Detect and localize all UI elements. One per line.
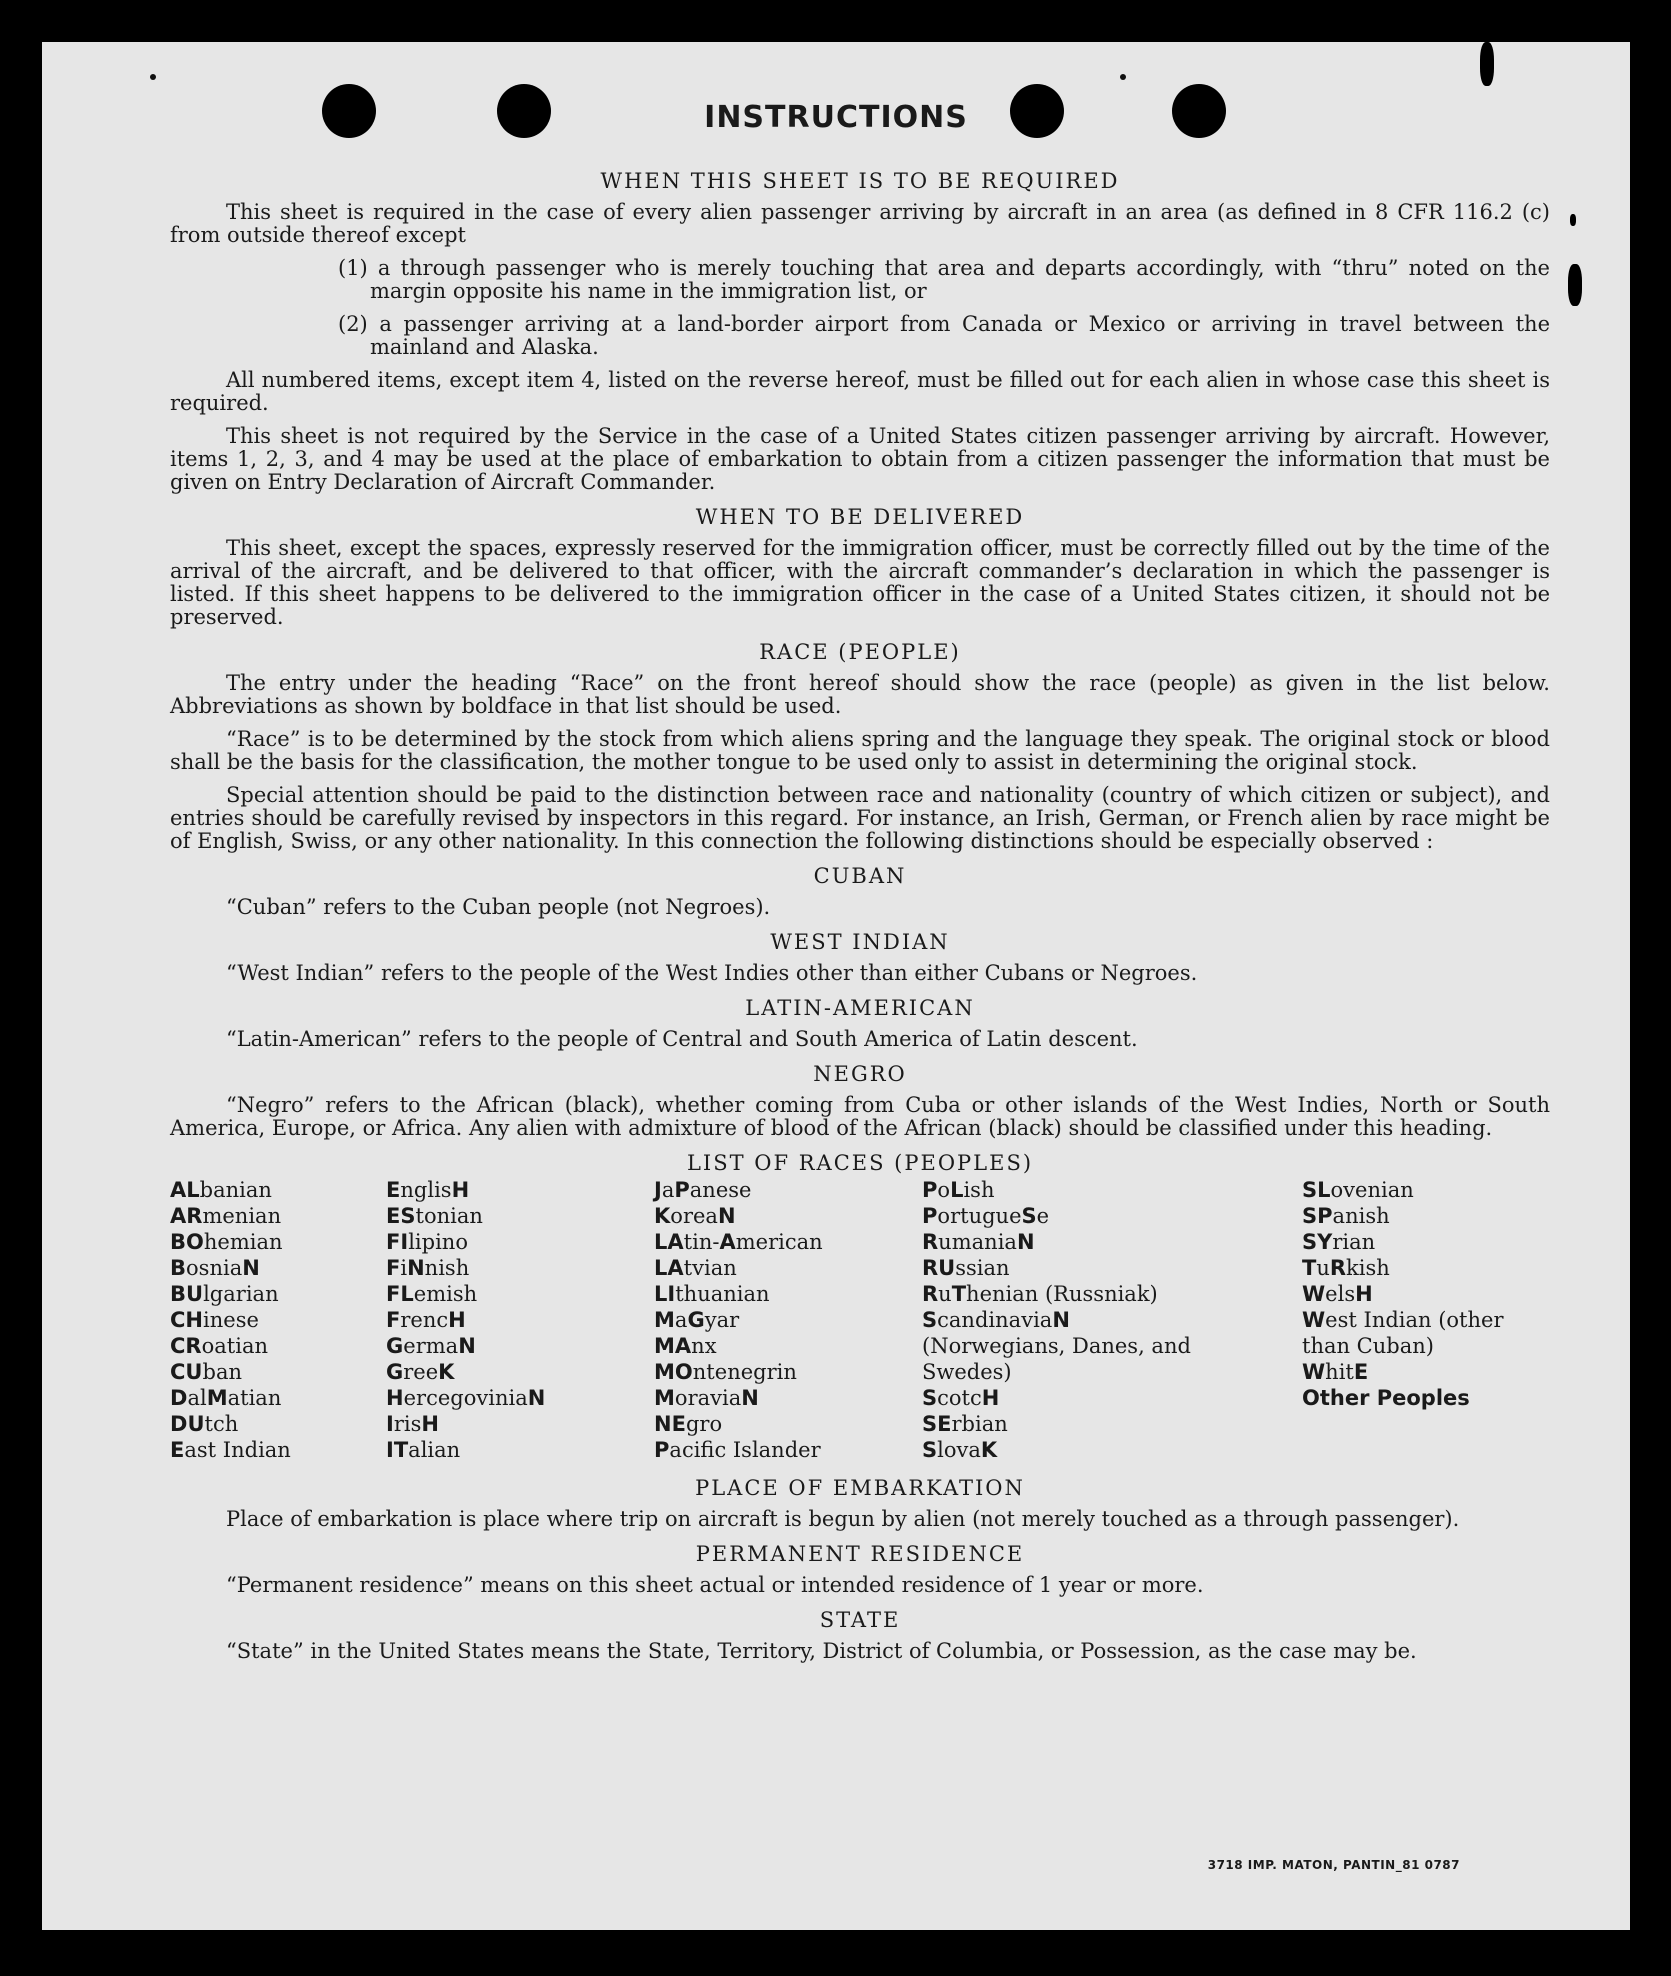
race-entry: SErbian xyxy=(922,1412,1008,1436)
when-delivered-paragraph: This sheet, except the spaces, expressly reserved for the immigration officer, must be correctly filled out by the time of the arrival of the aircraft, and be delivered to that officer, with the aircraft commander’s declaration in which the passenger is listed. If this sheet happens to be delivered to the immigration officer in the case of a United States citizen, it should not be preserved. xyxy=(170,536,1550,629)
numbered-items-paragraph: All numbered items, except item 4, listed on the reverse hereof, must be filled out for each alien in whose case this sheet is required. xyxy=(170,368,1550,415)
race-entry: FrencH xyxy=(386,1308,466,1332)
latin-american-paragraph: “Latin-American” refers to the people of Central and South America of Latin descent. xyxy=(226,1027,1138,1051)
race-entry: IrisH xyxy=(386,1412,439,1436)
race-entry: MOntenegrin xyxy=(654,1360,797,1384)
heading-race: RACE (PEOPLE) xyxy=(759,640,961,664)
heading-residence: PERMANENT RESIDENCE xyxy=(695,1542,1025,1566)
race-entry: LIthuanian xyxy=(654,1282,770,1306)
race-entry: RUssian xyxy=(922,1256,1010,1280)
residence-paragraph: “Permanent residence” means on this sheet actual or intended residence of 1 year or more. xyxy=(226,1573,1204,1597)
cuban-paragraph: “Cuban” refers to the Cuban people (not Negroes). xyxy=(226,895,771,919)
race-entry: Other Peoples xyxy=(1302,1386,1470,1410)
race-entry: DUtch xyxy=(170,1412,239,1436)
race-entry: LAtin-American xyxy=(654,1230,823,1254)
race-entry: GermaN xyxy=(386,1334,476,1358)
heading-when-required: WHEN THIS SHEET IS TO BE REQUIRED xyxy=(600,169,1120,193)
race-entry: FiNnish xyxy=(386,1256,470,1280)
race-entry: LAtvian xyxy=(654,1256,737,1280)
race-column-5 xyxy=(1302,1177,1550,1411)
race-entry: HercegoviniaN xyxy=(386,1386,546,1410)
race-entry: WelsH xyxy=(1302,1282,1373,1306)
race-entry: East Indian xyxy=(170,1438,291,1462)
race-column-2 xyxy=(386,1177,606,1463)
race-column-4 xyxy=(922,1177,1212,1463)
heading-when-delivered: WHEN TO BE DELIVERED xyxy=(695,505,1025,529)
ink-blot xyxy=(1570,214,1576,226)
race-entry: RumaniaN xyxy=(922,1230,1035,1254)
race-list xyxy=(170,1177,1550,1465)
race-entry: FLemish xyxy=(386,1282,478,1306)
instructions-body xyxy=(170,150,1550,1673)
race-entry: ARmenian xyxy=(170,1204,282,1228)
when-required-intro: This sheet is required in the case of every alien passenger arriving by aircraft in an area (as defined in 8 CFR 116.2 (c) from outside thereof except xyxy=(170,200,1550,247)
heading-west-indian: WEST INDIAN xyxy=(770,930,950,954)
race-entry: KoreaN xyxy=(654,1204,736,1228)
race-entry: MoraviaN xyxy=(654,1386,759,1410)
ink-blot xyxy=(1568,264,1582,306)
race-entry: JaPanese xyxy=(654,1178,752,1202)
race-entry: CRoatian xyxy=(170,1334,269,1358)
speck xyxy=(150,74,156,80)
race-entry: SYrian xyxy=(1302,1230,1376,1254)
race-entry: ScandinaviaN (Norwegians, Danes, and Swedes) xyxy=(922,1308,1191,1384)
document-sheet xyxy=(42,42,1630,1930)
race-entry: BosniaN xyxy=(170,1256,260,1280)
race-entry: CHinese xyxy=(170,1308,259,1332)
race-entry: MAnx xyxy=(654,1334,717,1358)
race-column-1 xyxy=(170,1177,370,1463)
heading-state: STATE xyxy=(819,1608,901,1632)
race-paragraph-3: Special attention should be paid to the distinction between race and nationality (country of which citizen or subject), and entries should be carefully revised by inspectors in this regard. For instance, an Irish, German, or French alien by race might be of English, Swiss, or any other nationality. In this connection the following distinctions should be especially observed : xyxy=(170,783,1550,853)
heading-list-of-races: LIST OF RACES (PEOPLES) xyxy=(686,1151,1034,1175)
race-entry: DalMatian xyxy=(170,1386,282,1410)
race-entry: ScotcH xyxy=(922,1386,1000,1410)
race-entry: GreeK xyxy=(386,1360,455,1384)
race-paragraph-1: The entry under the heading “Race” on the front hereof should show the race (people) as given in the list below. Abbreviations as shown by boldface in that list should be used. xyxy=(170,671,1550,718)
race-entry: EStonian xyxy=(386,1204,483,1228)
heading-cuban: CUBAN xyxy=(813,864,907,888)
race-entry: ITalian xyxy=(386,1438,461,1462)
race-entry: TuRkish xyxy=(1302,1256,1390,1280)
race-entry: EnglisH xyxy=(386,1178,470,1202)
race-entry: ALbanian xyxy=(170,1178,272,1202)
race-entry: MaGyar xyxy=(654,1308,740,1332)
heading-latin-american: LATIN-AMERICAN xyxy=(745,996,975,1020)
race-entry: NEgro xyxy=(654,1412,723,1436)
race-paragraph-2: “Race” is to be determined by the stock from which aliens spring and the language they speak. The original stock or blood shall be the basis for the classification, the mother tongue to be used only to assist in determining the original stock. xyxy=(170,727,1550,774)
exception-item-2: (2) a passenger arriving at a land-border airport from Canada or Mexico or arriving in travel between the mainland and Alaska. xyxy=(338,312,1550,359)
race-entry: PoLish xyxy=(922,1178,995,1202)
race-entry: WhitE xyxy=(1302,1360,1369,1384)
race-column-3 xyxy=(654,1177,894,1463)
speck xyxy=(1120,74,1126,80)
west-indian-paragraph: “West Indian” refers to the people of the West Indies other than either Cubans or Negroes. xyxy=(226,961,1198,985)
race-entry: CUban xyxy=(170,1360,242,1384)
page-title: INSTRUCTIONS xyxy=(704,100,968,135)
heading-embarkation: PLACE OF EMBARKATION xyxy=(695,1476,1025,1500)
embarkation-paragraph: Place of embarkation is place where trip on aircraft is begun by alien (not merely touched as a through passenger). xyxy=(226,1507,1460,1531)
race-entry: West Indian (other than Cuban) xyxy=(1302,1308,1504,1358)
state-paragraph: “State” in the United States means the State, Territory, District of Columbia, or Possession, as the case may be. xyxy=(226,1639,1417,1663)
race-entry: RuThenian (Russniak) xyxy=(922,1282,1158,1306)
printer-imprint: 3718 IMP. MATON, PANTIN_81 0787 xyxy=(1207,1858,1460,1872)
race-entry: SlovaK xyxy=(922,1438,998,1462)
race-entry: FIlipino xyxy=(386,1230,468,1254)
negro-paragraph: “Negro” refers to the African (black), whether coming from Cuba or other islands of the West Indies, North or South America, Europe, or Africa. Any alien with admixture of blood of the African (black) should be classified under this heading. xyxy=(170,1093,1550,1140)
citizen-paragraph: This sheet is not required by the Service in the case of a United States citizen passenger arriving by aircraft. However, items 1, 2, 3, and 4 may be used at the place of embarkation to obtain from a citizen passenger the information that must be given on Entry Declaration of Aircraft Commander. xyxy=(170,424,1550,494)
race-entry: SLovenian xyxy=(1302,1178,1414,1202)
race-entry: BUlgarian xyxy=(170,1282,279,1306)
race-entry: SPanish xyxy=(1302,1204,1390,1228)
race-entry: BOhemian xyxy=(170,1230,283,1254)
heading-negro: NEGRO xyxy=(813,1062,907,1086)
race-entry: PortugueSe xyxy=(922,1204,1050,1228)
exception-item-1: (1) a through passenger who is merely touching that area and departs accordingly, with “thru” noted on the margin opposite his name in the immigration list, or xyxy=(338,256,1550,303)
race-entry: Pacifc Islander xyxy=(654,1438,821,1462)
ink-blot xyxy=(1480,42,1494,86)
